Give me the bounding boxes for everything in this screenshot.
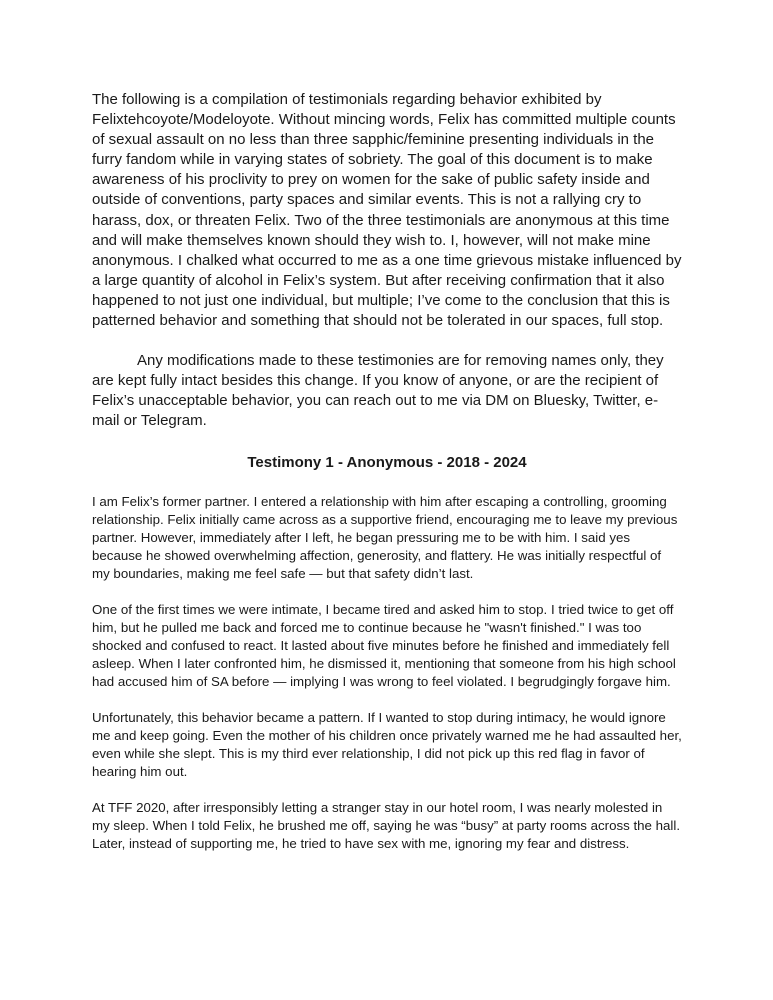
- testimony-paragraph: I am Felix’s former partner. I entered a relationship with him after escaping a controlling, grooming relationship. Felix initially came across as a supportive friend, encouraging me to leave my previous partner. However, immediately after I left, he began pressuring me to be with him. I said yes because he showed overwhelming affection, generosity, and flattery. He was initially respectful of my boundaries, making me feel safe — but that safety didn’t last.: [92, 493, 678, 581]
- intro-paragraph: The following is a compilation of testimonials regarding behavior exhibited by Felixtehcoyote/Modeloyote. Without mincing words, Felix has committed multiple counts of sexual assault on no less than three sapphic/feminine presenting individuals in the furry fandom while in varying states of sobriety. The goal of this document is to make awareness of his proclivity to prey on women for the sake of public safety inside and outside of conventions, party spaces and similar events. This is not a rallying cry to harass, dox, or threaten Felix. Two of the three testimonials are anonymous at this time and will make themselves known should they wish to. I, however, will not make mine anonymous. I chalked what occurred to me as a one time grievous mistake influenced by a large quantity of alcohol in Felix’s system. But after receiving confirmation that it also happened to not just one individual, but multiple; I’ve come to the conclusion that this is patterned behavior and something that should not be tolerated in our spaces, full stop.: [92, 91, 682, 330]
- testimony-paragraph: Unfortunately, this behavior became a pattern. If I wanted to stop during intimacy, he would ignore me and keep going. Even the mother of his children once privately warned me he had assaulted her, even while she slept. This is my third ever relationship, I did not pick up this red flag in favor of hearing him out.: [92, 709, 682, 779]
- testimony-paragraph: One of the first times we were intimate, I became tired and asked him to stop. I tried twice to get off him, but he pulled me back and forced me to continue because he "wasn't finished." I was too shocked and confused to react. It lasted about five minutes before he finished and immediately fell asleep. When I later confronted him, he dismissed it, mentioning that someone from his high school had accused him of SA before — implying I was wrong to feel violated. I begrudgingly forgave him.: [92, 601, 676, 689]
- contact-paragraph: Any modifications made to these testimonies are for removing names only, they are kept fully intact besides this change. If you know of anyone, or are the recipient of Felix’s unacceptable behavior, you can reach out to me via DM on Bluesky, Twitter, e-mail or Telegram.: [92, 352, 664, 430]
- testimony-paragraph: At TFF 2020, after irresponsibly letting a stranger stay in our hotel room, I was nearly molested in my sleep. When I told Felix, he brushed me off, saying he was “busy” at party rooms across the hall. Later, instead of supporting me, he tried to have sex with me, ignoring my fear and distress.: [92, 799, 681, 851]
- testimony-heading: Testimony 1 - Anonymous - 2018 - 2024: [247, 453, 527, 471]
- document-body: [92, 90, 682, 853]
